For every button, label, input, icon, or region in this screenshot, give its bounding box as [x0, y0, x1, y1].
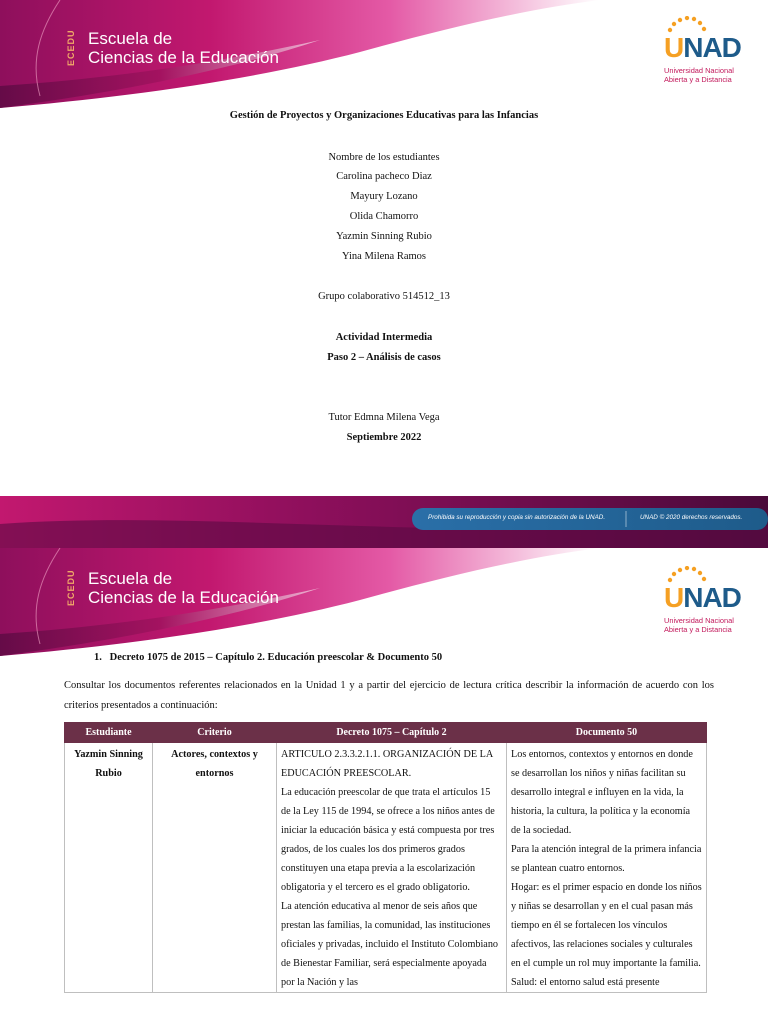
unad-logo — [662, 566, 754, 636]
decreto-paragraph: La atención educativa al menor de seis años que prestan las familias, la comunidad, las instituciones oficiales y privadas, incluido el Instituto Colombiano de Bienestar Familiar, será especialmente apoyada por la Nación y las — [281, 901, 499, 988]
section-intro: Consultar los documentos referentes relacionados en la Unidad 1 y a partir del ejercicio de lectura crítica describir la información de acuerdo con los criterios presentados a continuación: — [64, 680, 714, 711]
school-line-2: Ciencias de la Educación — [88, 48, 279, 67]
student-name: Mayury Lozano — [350, 191, 418, 202]
page-footer-band — [0, 496, 768, 548]
content-page — [0, 548, 768, 1024]
table-header-row — [65, 723, 707, 743]
column-header-estudiante: Estudiante — [65, 723, 153, 743]
documento-cell — [507, 743, 707, 993]
school-line-1: Escuela de — [88, 29, 173, 48]
students-label: Nombre de los estudiantes — [328, 152, 440, 163]
footer-copyright: UNAD © 2020 derechos reservados. — [640, 514, 743, 521]
section-title: Decreto 1075 de 2015 – Capítulo 2. Educación preescolar & Documento 50 — [109, 652, 443, 663]
student-name: Yina Milena Ramos — [342, 251, 426, 262]
criterion-cell: Actores, contextos y entornos — [153, 743, 277, 993]
documento-paragraph: Salud: el entorno salud está presente — [511, 977, 660, 988]
table-row — [65, 743, 707, 993]
column-header-decreto: Decreto 1075 – Capítulo 2 — [277, 723, 507, 743]
column-header-documento: Documento 50 — [507, 723, 707, 743]
cover-page — [0, 0, 768, 496]
table-body — [65, 743, 707, 993]
student-cell: Yazmin Sinning Rubio — [65, 743, 153, 993]
decreto-cell — [277, 743, 507, 993]
school-name — [88, 569, 279, 607]
section-number: 1. — [94, 652, 102, 663]
document-title: Gestión de Proyectos y Organizaciones Educativas para las Infancias — [229, 110, 539, 121]
activity-label: Actividad Intermedia — [335, 332, 433, 343]
student-name: Yazmin Sinning Rubio — [336, 231, 432, 242]
logo-wordmark: UNAD — [664, 32, 741, 63]
step-label: Paso 2 – Análisis de casos — [327, 352, 441, 363]
footer-band-graphic — [0, 496, 768, 548]
date-label: Septiembre 2022 — [346, 432, 422, 443]
student-name: Olida Chamorro — [349, 211, 419, 222]
tutor-label: Tutor Edmna Milena Vega — [328, 412, 440, 423]
logo-subtitle-1: Universidad Nacional — [664, 66, 734, 75]
student-name: Carolina pacheco Diaz — [336, 171, 432, 182]
logo-subtitle-2: Abierta y a Distancia — [664, 625, 732, 634]
ecedu-label: ECEDU — [66, 569, 76, 606]
column-header-criterio: Criterio — [153, 723, 277, 743]
school-line-2: Ciencias de la Educación — [88, 588, 279, 607]
decreto-paragraph: ARTICULO 2.3.3.2.1.1. ORGANIZACIÓN DE LA EDUCACIÓN PREESCOLAR. — [281, 749, 493, 779]
logo-wordmark: UNAD — [664, 582, 741, 613]
logo-subtitle-1: Universidad Nacional — [664, 616, 734, 625]
logo-subtitle-2: Abierta y a Distancia — [664, 75, 732, 84]
ecedu-label: ECEDU — [66, 29, 76, 66]
documento-paragraph: Hogar: es el primer espacio en donde los niños y niñas se desarrollan y en el cual pasan más tiempo en él se fortalecen los vínculos afectivos, las relaciones sociales y culturales en el cumple un rol muy importante la familia. — [511, 882, 702, 969]
footer-notice: Prohibida su reproducción y copia sin autorización de la UNAD. — [428, 514, 606, 521]
section-heading — [94, 652, 442, 663]
school-line-1: Escuela de — [88, 569, 173, 588]
criteria-table — [64, 722, 707, 993]
school-name — [88, 29, 279, 67]
unad-logo — [662, 16, 754, 86]
documento-paragraph: Para la atención integral de la primera infancia se plantean cuatro entornos. — [511, 844, 702, 874]
documento-paragraph: Los entornos, contextos y entornos en donde se desarrollan los niños y niñas facilitan su desarrollo integral e influyen en la vida, la historia, la cultura, la política y la economía de la sociedad. — [511, 749, 693, 836]
group-label: Grupo colaborativo 514512_13 — [318, 291, 450, 302]
decreto-paragraph: La educación preescolar de que trata el artículos 15 de la Ley 115 de 1994, se ofrece a los niños antes de iniciar la educación básica y está compuesta por tres grados, de los cuales los dos primeros grados constituyen una etapa previa a la escolarización obligatoria y el tercero es el grado obligatorio. — [281, 787, 495, 893]
